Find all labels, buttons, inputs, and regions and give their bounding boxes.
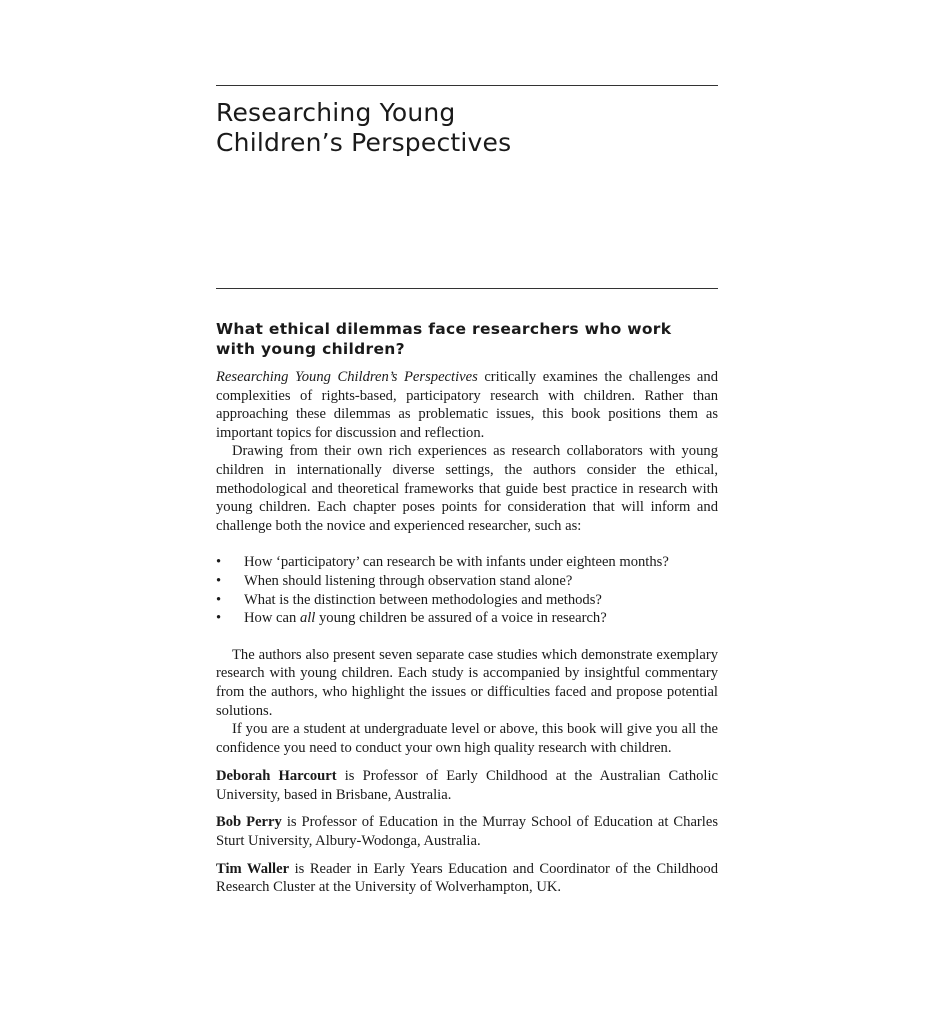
author-bio — [216, 767, 718, 804]
bullet-marker: • — [216, 591, 222, 608]
bullet-marker: • — [216, 554, 222, 571]
blurb-heading-line-2: with young children? — [216, 339, 405, 358]
list-item-text-pre: How can — [244, 610, 300, 627]
bullet-marker: • — [216, 610, 222, 627]
author-bio — [216, 813, 718, 850]
author-name: Deborah Harcourt — [216, 768, 337, 785]
book-title — [216, 98, 718, 158]
list-item — [216, 591, 718, 610]
list-item-text-post: young children be assured of a voice in research? — [315, 610, 607, 627]
list-item-text: What is the distinction between methodologies and methods? — [244, 591, 602, 608]
book-title-line-2: Children’s Perspectives — [216, 128, 512, 157]
intro-book-title: Researching Young Children’s Perspectives — [216, 369, 478, 385]
paragraph-4: If you are a student at undergraduate level or above, this book will give you all the confidence you need to conduct your own high quality research with children. — [216, 721, 718, 756]
list-item — [216, 572, 718, 591]
question-list — [216, 553, 718, 627]
author-bio-text: is Reader in Early Years Education and Coordinator of the Childhood Research Cluster at the University of Wolverhampton, UK. — [216, 860, 719, 896]
intro-text: critically examines the challenges and complexities of rights-based, participatory research with children. Rather than approaching these dilemmas as problematic issues, this book positions them as important topics for discussion and reflection. — [216, 369, 718, 441]
blurb-heading-line-1: What ethical dilemmas face researchers who work — [216, 320, 672, 338]
paragraph-3: The authors also present seven separate case studies which demonstrate exemplary research with young children. Each study is accompanied by insightful commentary from the authors, who highlight the issues or difficulties faced and propose potential solutions. — [216, 646, 718, 719]
bullet-marker: • — [216, 572, 222, 589]
book-title-line-1: Researching Young — [216, 98, 456, 127]
author-bio-text: is Professor of Early Childhood at the Australian Catholic University, based in Brisbane, Australia. — [216, 768, 719, 803]
author-bio-text: is Professor of Education in the Murray School of Education at Charles Sturt University, Albury-Wodonga, Australia. — [216, 814, 718, 850]
blurb-content — [216, 320, 718, 897]
author-name: Tim Waller — [216, 860, 290, 877]
top-rule — [216, 85, 718, 86]
blurb-heading — [216, 320, 718, 359]
list-item-text-emphasis: all — [299, 610, 316, 627]
author-bio — [216, 860, 718, 897]
intro-paragraph — [216, 368, 718, 442]
bottom-rule — [216, 288, 718, 289]
list-item — [216, 609, 718, 628]
author-name: Bob Perry — [216, 814, 282, 831]
list-item — [216, 553, 718, 572]
list-item-text: When should listening through observation stand alone? — [244, 572, 573, 589]
paragraph-2: Drawing from their own rich experiences as research collaborators with young children in internationally diverse settings, the authors consider the ethical, methodological and theoretical frameworks that guide best practice in research with young children. Each chapter poses points for consideration that will inform and challenge both the novice and experienced researcher, such as: — [216, 443, 718, 534]
list-item-text: How ‘participatory’ can research be with infants under eighteen months? — [244, 554, 669, 571]
